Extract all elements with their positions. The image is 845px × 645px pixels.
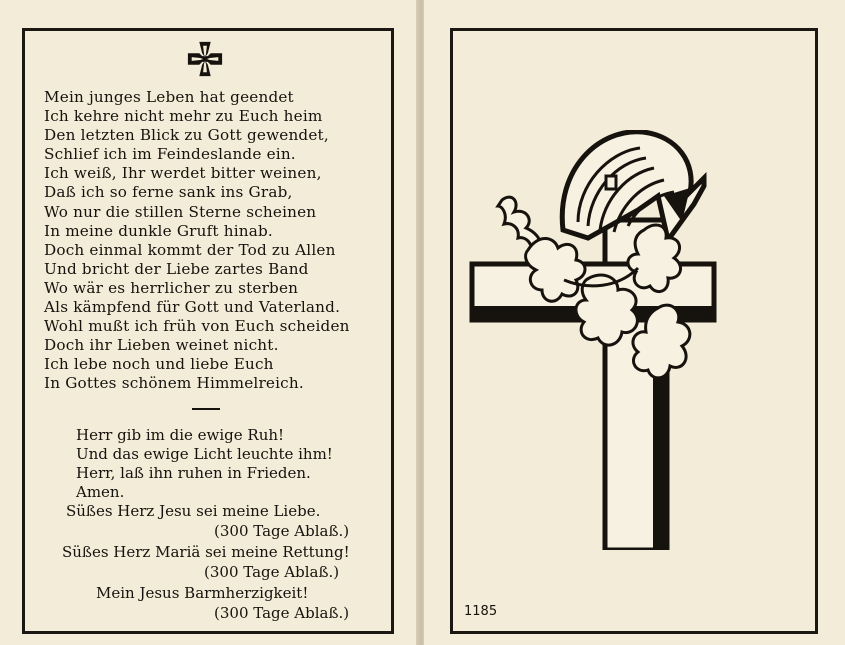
indulgence-note: (300 Tage Ablaß.) (214, 604, 350, 622)
print-number: 1185 (464, 604, 498, 619)
indulgence-note: (300 Tage Ablaß.) (204, 563, 340, 581)
poem-line: Doch einmal kommt der Tod zu Allen (44, 240, 336, 259)
poem-line: Wo wär es herrlicher zu sterben (44, 278, 299, 297)
prayer-line: Herr, laß ihn ruhen in Frieden. (76, 464, 311, 482)
prayer-line: Und das ewige Licht leuchte ihm! (76, 445, 333, 463)
prayer-line: Mein Jesus Barmherzigkeit! (96, 584, 309, 602)
poem-line: Wohl mußt ich früh von Euch scheiden (44, 317, 350, 336)
helmet-cross-illustration (468, 130, 718, 550)
prayer-line: Amen. (76, 483, 125, 501)
poem-line: Ich lebe noch und liebe Euch (44, 355, 274, 374)
poem-line: Als kämpfend für Gott und Vaterland. (44, 298, 341, 317)
poem-line: Schlief ich im Feindeslande ein. (44, 145, 296, 164)
poem-line: Ich kehre nicht mehr zu Euch heim (44, 107, 323, 126)
poem-line: Daß ich so ferne sank ins Grab, (44, 183, 293, 202)
poem-line: Und bricht der Liebe zartes Band (44, 259, 309, 278)
poem-line: Mein junges Leben hat geendet (44, 88, 294, 106)
section-divider (192, 408, 220, 410)
prayer-line: Herr gib im die ewige Ruh! (76, 426, 285, 444)
poem-line: In meine dunkle Gruft hinab. (44, 221, 273, 240)
prayer-line: Süßes Herz Jesu sei meine Liebe. (66, 502, 321, 520)
indulgence-note: (300 Tage Ablaß.) (214, 522, 350, 540)
poem-line: In Gottes schönem Himmelreich. (44, 374, 304, 393)
poem-line: Ich weiß, Ihr werdet bitter weinen, (44, 164, 322, 183)
prayer-line: Süßes Herz Mariä sei meine Rettung! (62, 543, 350, 561)
poem-line: Den letzten Blick zu Gott gewendet, (44, 126, 329, 145)
poem-line: Doch ihr Lieben weinet nicht. (44, 336, 279, 355)
poem-line: Wo nur die stillen Sterne scheinen (44, 202, 317, 221)
memorial-poem (44, 88, 384, 394)
iron-cross-icon (186, 40, 224, 78)
